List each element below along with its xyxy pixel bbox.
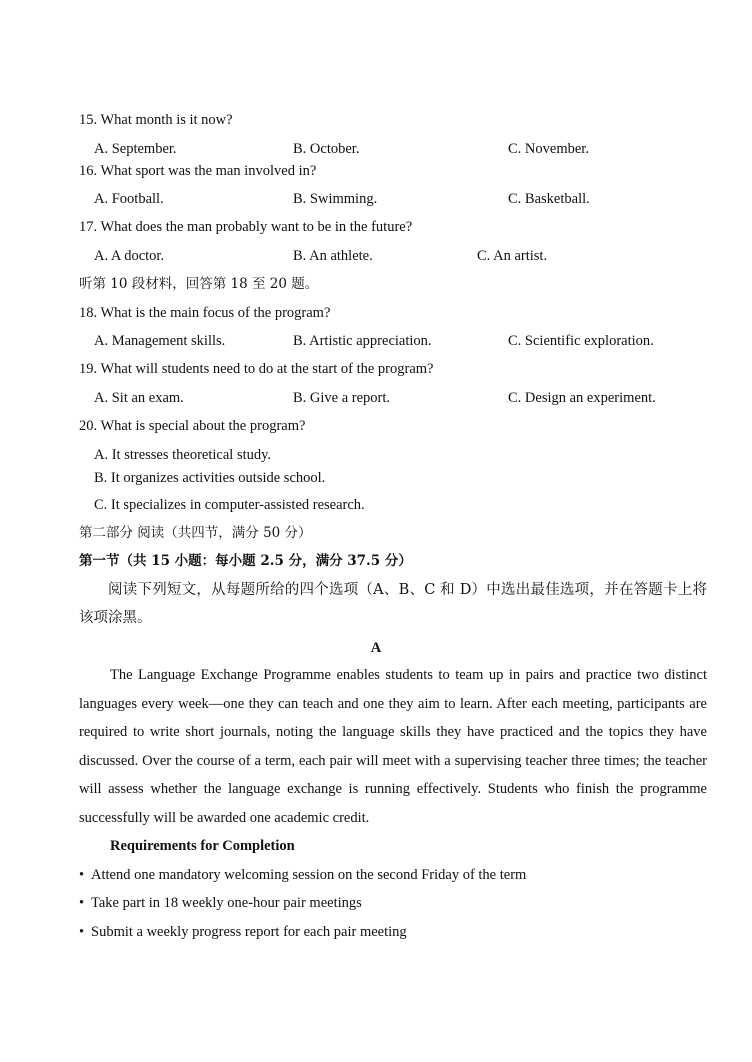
question-17-option-b: B. An athlete. (293, 248, 373, 264)
question-16-stem: 16. What sport was the man involved in? (79, 163, 317, 179)
question-20-stem: 20. What is special about the program? (79, 418, 306, 434)
question-15-option-b: B. October. (293, 141, 360, 157)
question-16-option-b: B. Swimming. (293, 191, 378, 207)
requirement-text: Take part in 18 weekly one-hour pair meetings (91, 895, 362, 911)
listening-instruction: 听第 10 段材料，回答第 18 至 20 题。 (79, 276, 319, 292)
part-two-heading: 第二部分 阅读（共四节，满分 50 分） (79, 525, 312, 541)
question-19-option-b: B. Give a report. (293, 390, 391, 406)
bullet-icon: • (79, 895, 85, 911)
question-15-option-c: C. November. (508, 141, 589, 157)
question-17-stem: 17. What does the man probably want to be in the future? (79, 219, 413, 235)
requirement-item (79, 893, 362, 913)
question-16-option-a: A. Football. (94, 191, 164, 207)
reading-instruction: 阅读下列短文，从每题所给的四个选项（A、B、C 和 D）中选出最佳选项，并在答题卡上将该项涂黑。 (79, 582, 707, 626)
question-20-option-c: C. It specializes in computer-assisted research. (94, 497, 365, 513)
question-20-option-a: A. It stresses theoretical study. (94, 447, 272, 463)
question-17-option-a: A. A doctor. (94, 248, 165, 264)
bullet-icon: • (79, 924, 85, 940)
requirements-heading: Requirements for Completion (110, 838, 295, 854)
question-18-option-c: C. Scientific exploration. (508, 333, 654, 349)
requirement-text: Submit a weekly progress report for each pair meeting (91, 924, 407, 940)
question-18-stem: 18. What is the main focus of the program? (79, 305, 331, 321)
question-18-option-b: B. Artistic appreciation. (293, 333, 432, 349)
bullet-icon: • (79, 867, 85, 883)
passage-letter: A (370, 640, 382, 656)
requirement-text: Attend one mandatory welcoming session on the second Friday of the term (91, 867, 527, 883)
requirement-item (79, 922, 407, 942)
question-15-stem: 15. What month is it now? (79, 112, 233, 128)
question-19-stem: 19. What will students need to do at the start of the program? (79, 361, 434, 377)
question-19-option-a: A. Sit an exam. (94, 390, 184, 406)
question-20-option-b: B. It organizes activities outside school. (94, 470, 326, 486)
question-19-option-c: C. Design an experiment. (508, 390, 656, 406)
passage-text: The Language Exchange Programme enables students to team up in pairs and practice two distinct languages every week—one they can teach and one they aim to learn. After each meeting, participants are required to write short journals, noting the language skills they have practiced and the topics they have discussed. Over the course of a term, each pair will meet with a supervising teacher three times; the teacher will assess whether the language exchange is running effectively. Students who finish the programme successfully will be awarded one academic credit. (79, 667, 707, 826)
question-17-option-c: C. An artist. (477, 248, 548, 264)
question-15-option-a: A. September. (94, 141, 177, 157)
question-16-option-c: C. Basketball. (508, 191, 590, 207)
requirement-item (79, 865, 526, 885)
question-18-option-a: A. Management skills. (94, 333, 226, 349)
section-one-heading: 第一节（共 15 小题：每小题 2.5 分，满分 37.5 分） (79, 553, 412, 569)
